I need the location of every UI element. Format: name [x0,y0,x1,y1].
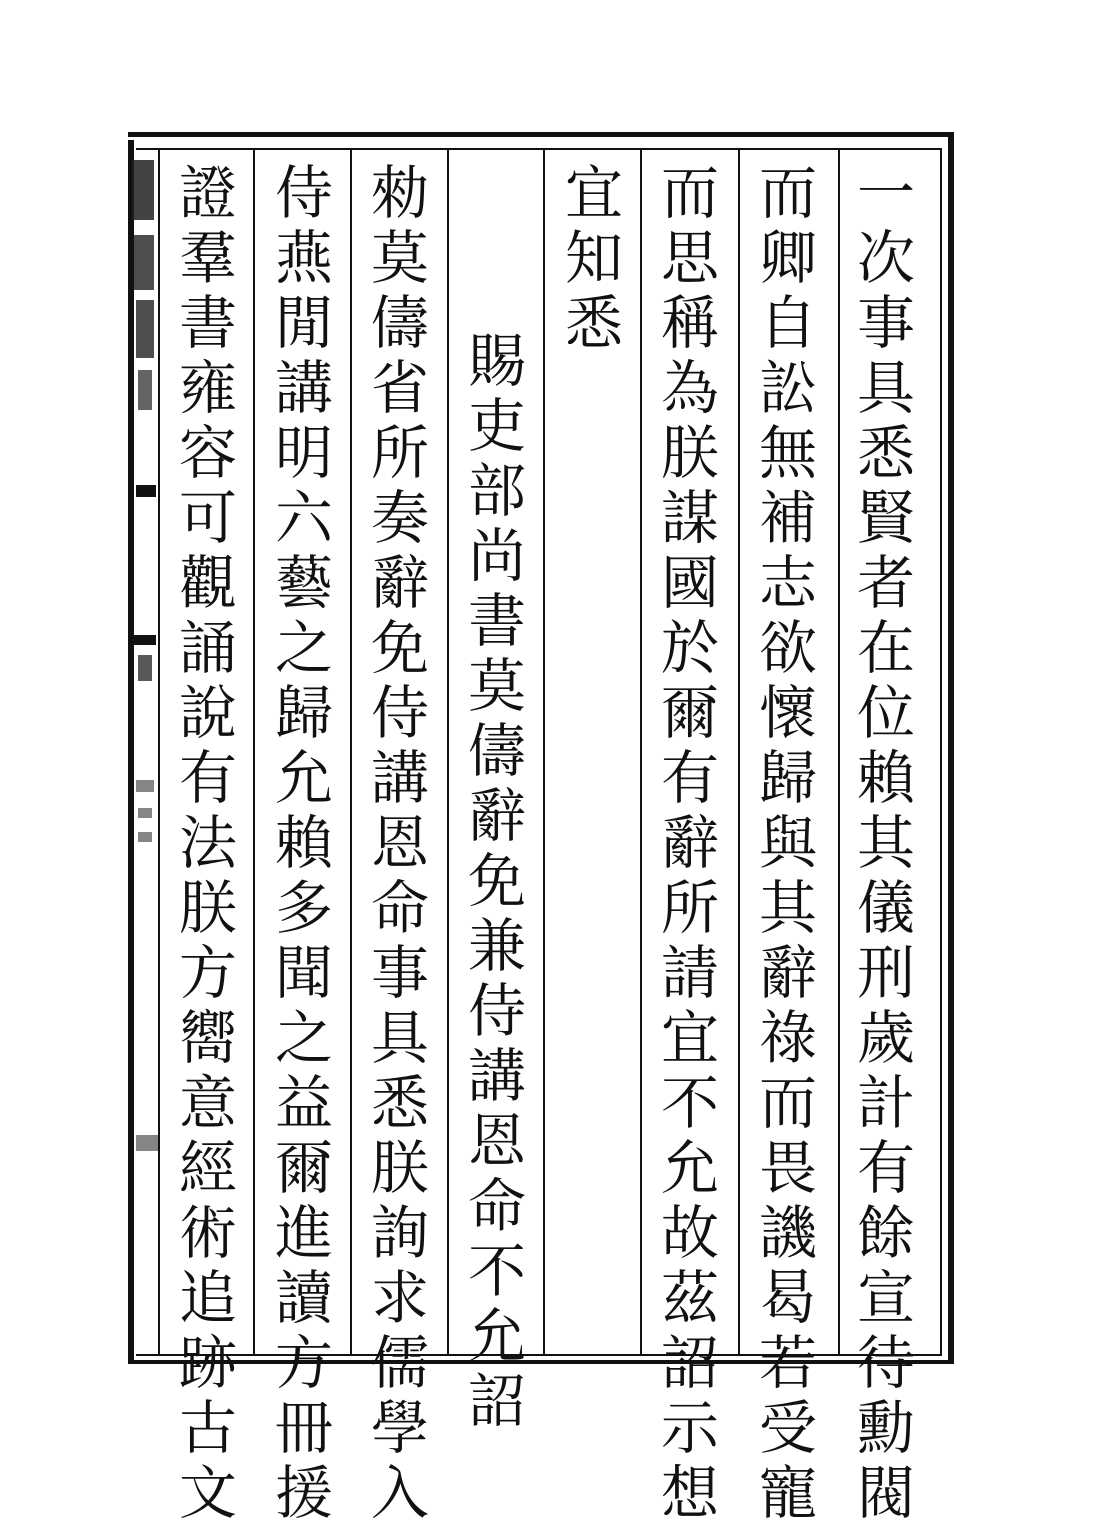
column-rule [158,148,160,1356]
text-column-1: 一次事具悉賢者在位賴其儀刑歲計有餘宣待勳閥 [847,162,915,1527]
text-column-2: 而卿自訟無補志欲懷歸與其辭祿而畏譏曷若受寵 [749,162,817,1527]
text-column-6: 勑莫儔省所奏辭免侍講恩命事具悉朕詢求儒學入 [361,162,429,1527]
text-column-7: 侍燕閒講明六藝之歸允賴多聞之益爾進讀方冊援 [265,162,333,1527]
text-column-3: 而思稱為朕謀國於爾有辭所請宜不允故茲詔示想 [651,162,719,1527]
column-rule [350,148,352,1356]
column-rule [738,148,740,1356]
column-rule [838,148,840,1356]
text-column-8: 證羣書雍容可觀誦說有法朕方嚮意經術追跡古文 [169,162,237,1527]
edict-title: 賜吏部尚書莫儔辭免兼侍講恩命不允詔 [458,330,526,1435]
column-rule [253,148,255,1356]
text-block-border [136,148,942,1356]
column-rule [640,148,642,1356]
fold-gutter [128,140,158,1360]
column-rule [447,148,449,1356]
column-rule [543,148,545,1356]
text-column-4: 宜知悉 [555,162,623,357]
